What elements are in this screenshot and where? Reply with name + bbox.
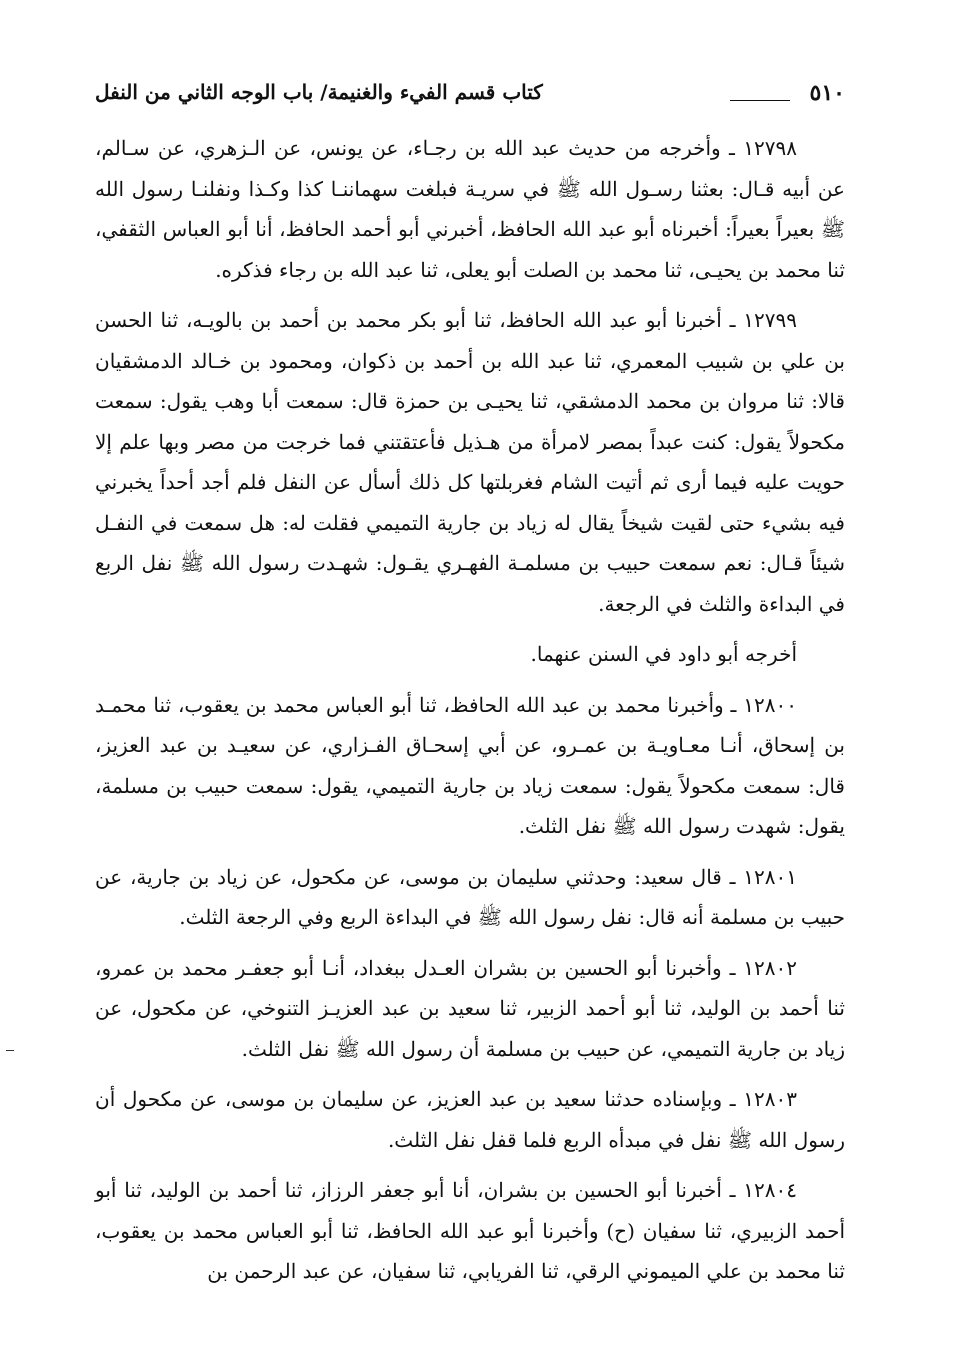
hadith-12799: ١٢٧٩٩ ـ أخبرنا أبو عبد الله الحافظ، ثنا أبو بكر محمد بن أحمد بن بالويـه، ثنا الحسن بن علي بن شبيب المعمري، ثنا عبد الله بن أحمد بن ذكوان، ومحمود بن خـالد الدمشقيان قالا: ثنا مروان بن محمد الدمشقي، ثنا يحيـى بن حمزة قال: سمعت أبا وهب يقول: سمعت مكحولاً يقول: كنت عبداً بمصر لامرأة من هـذيل فأعتقتني فما خرجت من مصر وبها علم إلا حويت عليه فيما أرى ثم أتيت الشام فغربلتها كل ذلك أسأل عن النفل فلم أجد أحداً يخبرني فيه بشيء حتى لقيت شيخاً يقال له زياد بن جارية التميمي فقلت له: هل سمعت في النفـل شيئاً قـال: نعم سمعت حبيب بن مسلمـة الفهـري يقـول: شهـدت رسول الله ﷺ نفل الربع في البداءة والثلث في الرجعة. xyxy=(95,308,845,616)
hadith-12801: ١٢٨٠١ ـ قال سعيد: وحدثني سليمان بن موسى، عن مكحول، عن زياد بن جارية، عن حبيب بن مسلمة أنه قال: نفل رسول الله ﷺ في البداءة الربع وفي الرجعة الثلث. xyxy=(95,864,845,929)
header-rule xyxy=(730,100,790,101)
hadith-12798: ١٢٧٩٨ ـ وأخرجه من حديث عبد الله بن رجـاء، عن يونس، عن الـزهري، عن سـالم، عن أبيه قـال: بعثنا رسـول الله ﷺ في سريـة فبلغت سهماننـا كذا وكـذا ونفلنـا رسول الله ﷺ بعيراً بعيراً: أخبرناه أبو عبد الله الحافظ، أخبرني أبو أحمد الحافظ، أنا أبو العباس الثقفي، ثنا محمد بن يحيـى، ثنا محمد بن الصلت أبو يعلى، ثنا عبد الله بن رجاء فذكره. xyxy=(95,136,845,282)
page-body xyxy=(95,128,845,1292)
book-page xyxy=(95,72,845,1302)
margin-mark xyxy=(6,1050,14,1051)
hadith-12802: ١٢٨٠٢ ـ وأخبرنا أبو الحسين بن بشران العـدل ببغداد، أنـا أبو جعفـر محمد بن عمرو، ثنا أحمد بن الوليد، ثنا أبو أحمد الزبير، ثنا سعيد بن عبد العزيـز التنوخي، عن مكحول، عن زياد بن جارية التميمي، عن حبيب بن مسلمة أن رسول الله ﷺ نفل الثلث. xyxy=(95,955,845,1061)
hadith-12803: ١٢٨٠٣ ـ وبإسناده حدثنا سعيد بن عبد العزيز، عن سليمان بن موسى، عن مكحول أن رسول الله ﷺ نفل في مبدأه الربع فلما قفل نفل الثلث. xyxy=(95,1087,845,1152)
hadith-12800: ١٢٨٠٠ ـ وأخبرنا محمد بن عبد الله الحافظ، ثنا أبو العباس محمد بن يعقوب، ثنا محمـد بن إسحاق، أنـا معـاويـة بن عمـرو، عن أبي إسحـاق الفـزاري، عن سعيـد بن عبد العزيز، قال: سمعت مكحولاً يقول: سمعت زياد بن جارية التميمي، يقول: سمعت حبيب بن مسلمة، يقول: شهدت رسول الله ﷺ نفل الثلث. xyxy=(95,692,845,838)
takhrij-note: أخرجه أبو داود في السنن عنهما. xyxy=(530,642,797,666)
page-number: ٥١٠ xyxy=(809,80,845,106)
running-title: كتاب قسم الفيء والغنيمة/ باب الوجه الثاني من النفل xyxy=(95,80,543,104)
page-header xyxy=(95,72,845,112)
hadith-12804: ١٢٨٠٤ ـ أخبرنا أبو الحسين بن بشران، أنا أبو جعفر الرزاز، ثنا أحمد بن الوليد، ثنا أبو أحمد الزبيري، ثنا سفيان (ح) وأخبرنا أبو عبد الله الحافظ، ثنا أبو العباس محمد بن يعقوب، ثنا محمد بن علي الميموني الرقي، ثنا الفريابي، ثنا سفيان، عن عبد الرحمن بن xyxy=(95,1178,845,1283)
